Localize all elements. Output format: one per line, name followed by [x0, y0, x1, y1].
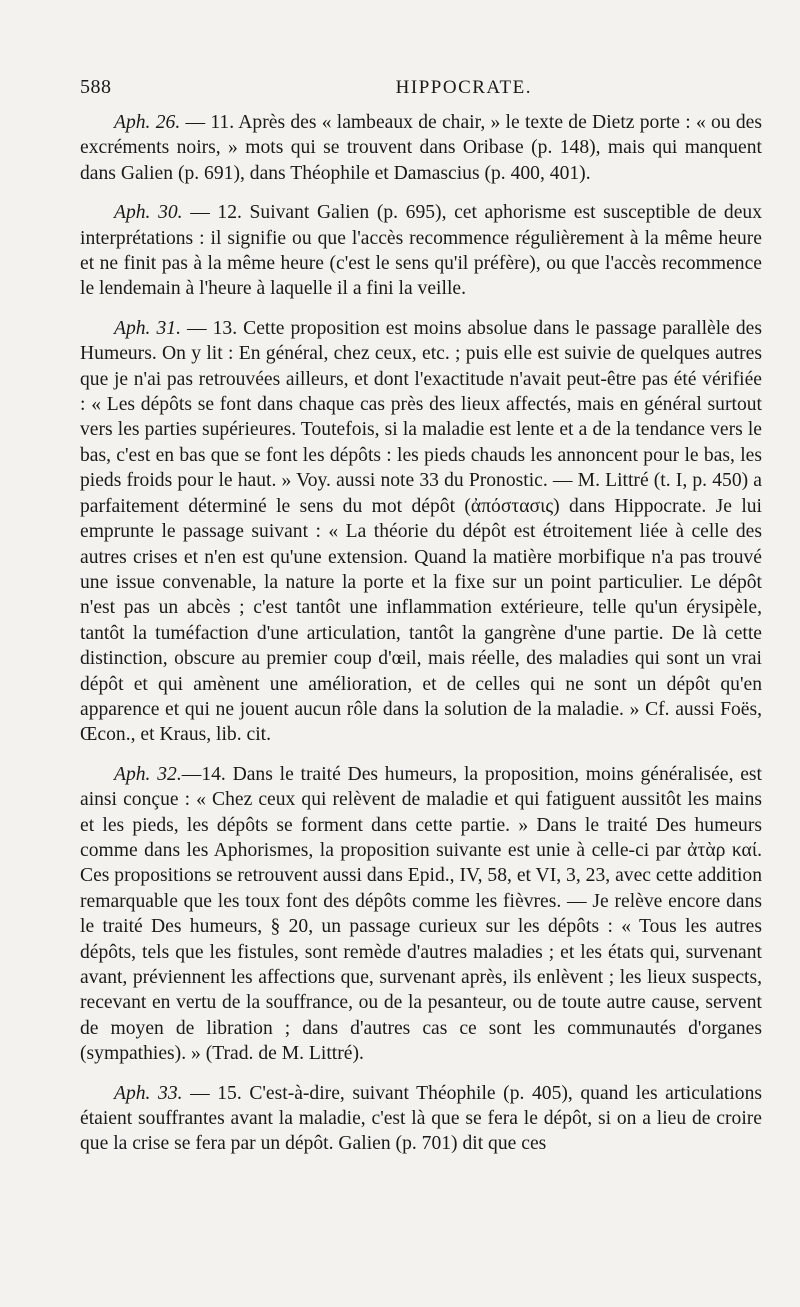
note-body: — 15. C'est-à-dire, suivant Théophile (p. 405), quand les articulations étaient souffrantes avant la maladie, c'est là que se fera le dépôt, si on a lieu de croire que la crise se fera par un dépôt. Galien (p. 701) dit que ces — [80, 1082, 762, 1155]
note-label: Aph. 32. — [114, 763, 182, 785]
note-body: — 11. Après des « lambeaux de chair, » le texte de Dietz porte : « ou des excréments noirs, » mots qui se trouvent dans Oribase (p. 148), mais qui manquent dans Galien (p. 691), dans Théophile et Damascius (p. 400, 401). — [80, 112, 762, 184]
note-aph-30 — [80, 200, 762, 302]
note-body: — 12. Suivant Galien (p. 695), cet aphorisme est susceptible de deux interprétations : il signifie ou que l'accès recommence régulièrement à la même heure et ne finit pas à la même heure (c'est le sens qu'il préfère), ou que l'accès recommence le lendemain à l'heure à laquelle il a fini la veille. — [80, 202, 762, 300]
note-label: Aph. 26. — [114, 112, 181, 133]
note-aph-33 — [80, 1081, 762, 1157]
page-header — [80, 76, 762, 106]
note-aph-32 — [80, 762, 762, 1067]
note-label: Aph. 31. — [114, 317, 181, 339]
note-body: — 13. Cette proposition est moins absolue dans le passage parallèle des Humeurs. On y lit : En général, chez ceux, etc. ; puis elle est suivie de quelques autres que je n'ai pas retrouvées ailleurs, et dont l'exactitude n'avait peut-être pas été vérifiée : « Les dépôts se font dans chaque cas près des lieux affectés, mais en général surtout vers les parties supérieures. Toutefois, si la maladie est lente et a de la tendance vers le bas, c'est en bas que se font les dépôts : les pieds chauds les annoncent pour le bas, les pieds froids pour le haut. » Voy. aussi note 33 du Pronostic. — M. Littré (t. I, p. 450) a parfaitement déterminé le sens du mot dépôt (ἀπόστασις) dans Hippocrate. Je lui emprunte le passage suivant : « La théorie du dépôt est étroitement liée à celle des autres crises et n'en est qu'une extension. Quand la matière morbifique n'a pas trouvé une issue convenable, la nature la porte et la fixe sur un point particulier. Le dépôt n'est pas un abcès ; c'est tantôt une inflammation extérieure, telle qu'un érysipèle, tantôt la tuméfaction d'une articulation, tantôt la gangrène d'une partie. De là cette distinction, obscure au premier coup d'œil, mais réelle, des maladies qui sont un vrai dépôt et qui amènent une amélioration, et de celles qui ne sont un dépôt qu'en apparence et qui ne jouent aucun rôle dans la solution de la maladie. » Cf. aussi Foës, Œcon., et Kraus, lib. cit. — [80, 317, 762, 746]
note-label: Aph. 30. — [114, 202, 183, 224]
note-aph-31 — [80, 316, 762, 748]
note-aph-26 — [80, 110, 762, 186]
note-label: Aph. 33. — [114, 1082, 183, 1104]
note-body: —14. Dans le traité Des humeurs, la proposition, moins généralisée, est ainsi conçue : « Chez ceux qui relèvent de maladie et qui fatiguent aussitôt les mains et les pieds, les dépôts se forment dans cette partie. » Dans le traité Des humeurs comme dans les Aphorismes, la proposition suivante est unie à celle-ci par ἀτὰρ καί. Ces propositions se retrouvent aussi dans Epid., IV, 58, et VI, 3, 23, avec cette addition remarquable que les toux font des dépôts comme les fièvres. — Je relève encore dans le traité Des humeurs, § 20, un passage curieux sur les dépôts : « Tous les autres dépôts, tels que les fistules, sont remède d'autres maladies ; et les états qui, survenant avant, préviennent les affections que, survenant après, ils enlèvent ; les lieux suspects, recevant en vertu de la souffrance, ou de la pesanteur, ou de toute autre cause, servent de moyen de libration ; dans d'autres cas ce sont les communautés d'organes (sympathies). » (Trad. de M. Littré). — [80, 763, 763, 1065]
running-title: HIPPOCRATE. — [395, 77, 532, 98]
page-number: 588 — [80, 76, 112, 98]
